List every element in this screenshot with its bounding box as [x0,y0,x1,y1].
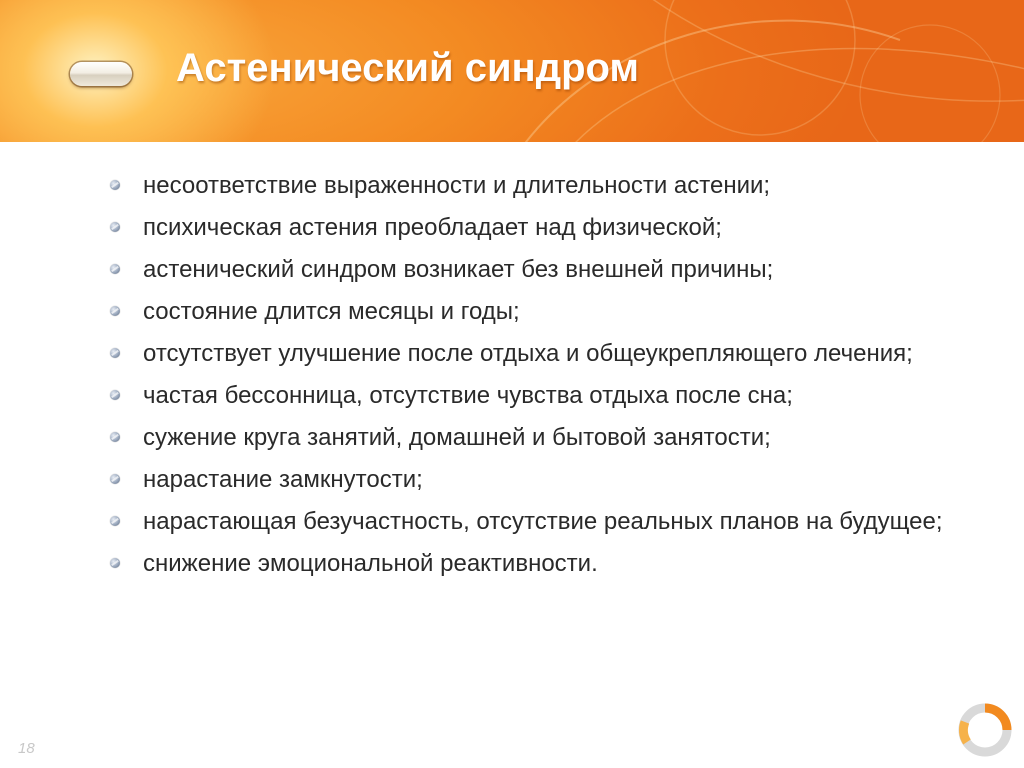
list-item-text: астенический синдром возникает без внешней причины; [143,256,774,283]
list-item [108,464,988,495]
list-item-text: несоответствие выраженности и длительности астении; [143,172,771,199]
bullet-dot-icon [110,264,120,274]
list-item [108,380,988,411]
list-item [108,338,988,369]
pill-capsule-icon [70,62,132,86]
list-item-text: психическая астения преобладает над физической; [143,214,722,241]
bullet-dot-icon [110,390,120,400]
page-number: 18 [18,740,35,757]
bullet-dot-icon [110,432,120,442]
bullet-dot-icon [110,474,120,484]
list-item-text: нарастающая безучастность, отсутствие реальных планов на будущее; [143,508,943,535]
list-item-text: состояние длится месяцы и годы; [143,298,520,325]
slide-title: Астенический синдром [176,46,640,90]
ring-logo-icon [955,700,1015,760]
bullet-dot-icon [110,180,120,190]
list-item [108,422,988,453]
list-item [108,296,988,327]
list-item-text: отсутствует улучшение после отдыха и общеукрепляющего лечения; [143,340,913,367]
list-item [108,548,988,579]
bullet-dot-icon [110,306,120,316]
bullet-dot-icon [110,516,120,526]
bullet-list [108,170,988,590]
list-item [108,254,988,285]
bullet-dot-icon [110,348,120,358]
list-item [108,170,988,201]
list-item [108,212,988,243]
header-banner [0,0,1024,142]
bullet-dot-icon [110,558,120,568]
list-item [108,506,988,537]
list-item-text: частая бессонница, отсутствие чувства отдыха после сна; [143,382,793,409]
list-item-text: снижение эмоциональной реактивности. [143,550,598,577]
list-item-text: сужение круга занятий, домашней и бытовой занятости; [143,424,771,451]
list-item-text: нарастание замкнутости; [143,466,423,493]
bullet-dot-icon [110,222,120,232]
